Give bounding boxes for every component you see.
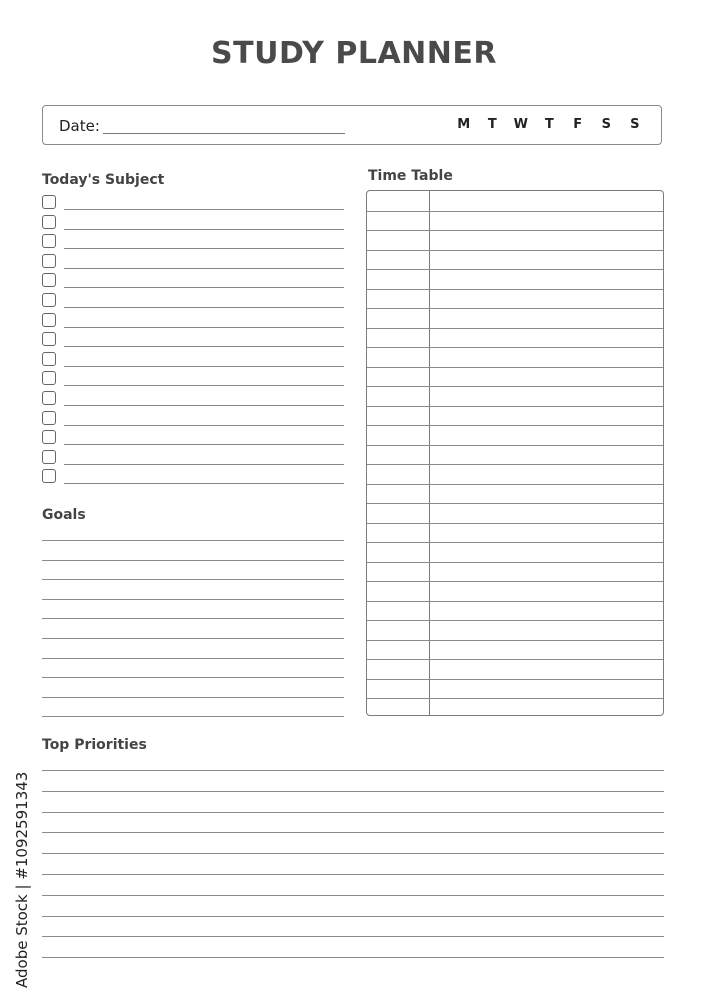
page-title: STUDY PLANNER [211, 36, 497, 71]
subject-write-line[interactable] [64, 268, 344, 269]
timetable-row[interactable] [367, 698, 663, 699]
priorities-lines [42, 750, 664, 962]
subject-row [42, 253, 344, 273]
subject-write-line[interactable] [64, 307, 344, 308]
priority-line[interactable] [42, 791, 664, 792]
subject-row [42, 194, 344, 214]
subject-checkbox[interactable] [42, 430, 56, 444]
subject-row [42, 449, 344, 469]
priority-line[interactable] [42, 936, 664, 937]
timetable-row[interactable] [367, 269, 663, 270]
goals-heading: Goals [42, 507, 86, 523]
priority-line[interactable] [42, 916, 664, 917]
timetable-row[interactable] [367, 211, 663, 212]
subject-write-line[interactable] [64, 248, 344, 249]
priority-line[interactable] [42, 853, 664, 854]
weekday-f[interactable]: F [573, 117, 583, 132]
subject-write-line[interactable] [64, 209, 344, 210]
subject-write-line[interactable] [64, 464, 344, 465]
subject-write-line[interactable] [64, 327, 344, 328]
weekday-su[interactable]: S [630, 117, 640, 132]
goal-line[interactable] [42, 716, 344, 717]
timetable-row[interactable] [367, 464, 663, 465]
timetable-row[interactable] [367, 640, 663, 641]
subject-checkbox[interactable] [42, 469, 56, 483]
timetable-row[interactable] [367, 562, 663, 563]
subject-row [42, 410, 344, 430]
timetable-row[interactable] [367, 328, 663, 329]
weekday-selector [450, 117, 650, 132]
weekday-m[interactable]: M [457, 117, 471, 132]
priority-line[interactable] [42, 832, 664, 833]
priority-line[interactable] [42, 770, 664, 771]
timetable-row[interactable] [367, 523, 663, 524]
subject-row [42, 292, 344, 312]
subject-checkbox[interactable] [42, 293, 56, 307]
subject-checkbox[interactable] [42, 254, 56, 268]
timetable-row[interactable] [367, 308, 663, 309]
subject-checkbox[interactable] [42, 411, 56, 425]
goals-lines [42, 520, 344, 720]
subject-checkbox[interactable] [42, 313, 56, 327]
subject-write-line[interactable] [64, 229, 344, 230]
timetable-row[interactable] [367, 542, 663, 543]
timetable-row[interactable] [367, 620, 663, 621]
timetable-row[interactable] [367, 484, 663, 485]
timetable-row[interactable] [367, 406, 663, 407]
timetable-row[interactable] [367, 230, 663, 231]
subject-write-line[interactable] [64, 366, 344, 367]
goal-line[interactable] [42, 697, 344, 698]
timetable-row[interactable] [367, 386, 663, 387]
subject-row [42, 468, 344, 488]
subject-checkbox[interactable] [42, 234, 56, 248]
weekday-t[interactable]: T [487, 117, 497, 132]
priority-line[interactable] [42, 895, 664, 896]
subject-row [42, 429, 344, 449]
goal-line[interactable] [42, 638, 344, 639]
priority-line[interactable] [42, 957, 664, 958]
timetable-row[interactable] [367, 289, 663, 290]
subject-row [42, 390, 344, 410]
priorities-heading: Top Priorities [42, 737, 147, 753]
timetable-row[interactable] [367, 601, 663, 602]
goal-line[interactable] [42, 677, 344, 678]
subject-row [42, 331, 344, 351]
subject-checkbox[interactable] [42, 273, 56, 287]
subject-write-line[interactable] [64, 444, 344, 445]
subject-row [42, 312, 344, 332]
timetable-row[interactable] [367, 679, 663, 680]
date-label: Date: [59, 117, 100, 135]
priority-line[interactable] [42, 812, 664, 813]
subject-row [42, 272, 344, 292]
subject-write-line[interactable] [64, 483, 344, 484]
subject-checkbox[interactable] [42, 332, 56, 346]
subject-row [42, 370, 344, 390]
timetable-grid [366, 190, 664, 716]
subject-checkbox[interactable] [42, 215, 56, 229]
subject-heading: Today's Subject [42, 172, 165, 188]
timetable-row[interactable] [367, 445, 663, 446]
date-field[interactable] [103, 133, 345, 134]
timetable-row[interactable] [367, 659, 663, 660]
stock-credit: Adobe Stock | #1092591343 [13, 771, 31, 988]
timetable-row[interactable] [367, 347, 663, 348]
timetable-row[interactable] [367, 581, 663, 582]
subject-write-line[interactable] [64, 405, 344, 406]
subject-checklist [42, 194, 344, 488]
subject-row [42, 233, 344, 253]
subject-checkbox[interactable] [42, 371, 56, 385]
goal-line[interactable] [42, 540, 344, 541]
goal-line[interactable] [42, 599, 344, 600]
subject-checkbox[interactable] [42, 195, 56, 209]
goal-line[interactable] [42, 560, 344, 561]
weekday-sa[interactable]: S [601, 117, 611, 132]
goal-line[interactable] [42, 658, 344, 659]
weekday-th[interactable]: T [544, 117, 554, 132]
subject-checkbox[interactable] [42, 450, 56, 464]
timetable-row[interactable] [367, 503, 663, 504]
subject-write-line[interactable] [64, 425, 344, 426]
subject-checkbox[interactable] [42, 391, 56, 405]
timetable-row[interactable] [367, 250, 663, 251]
subject-row [42, 214, 344, 234]
weekday-w[interactable]: W [513, 117, 528, 132]
timetable-row[interactable] [367, 367, 663, 368]
goal-line[interactable] [42, 579, 344, 580]
subject-write-line[interactable] [64, 385, 344, 386]
timetable-heading: Time Table [368, 168, 453, 184]
subject-checkbox[interactable] [42, 352, 56, 366]
date-bar [42, 105, 662, 145]
timetable-row[interactable] [367, 425, 663, 426]
subject-write-line[interactable] [64, 346, 344, 347]
priority-line[interactable] [42, 874, 664, 875]
subject-write-line[interactable] [64, 287, 344, 288]
subject-row [42, 351, 344, 371]
goal-line[interactable] [42, 618, 344, 619]
